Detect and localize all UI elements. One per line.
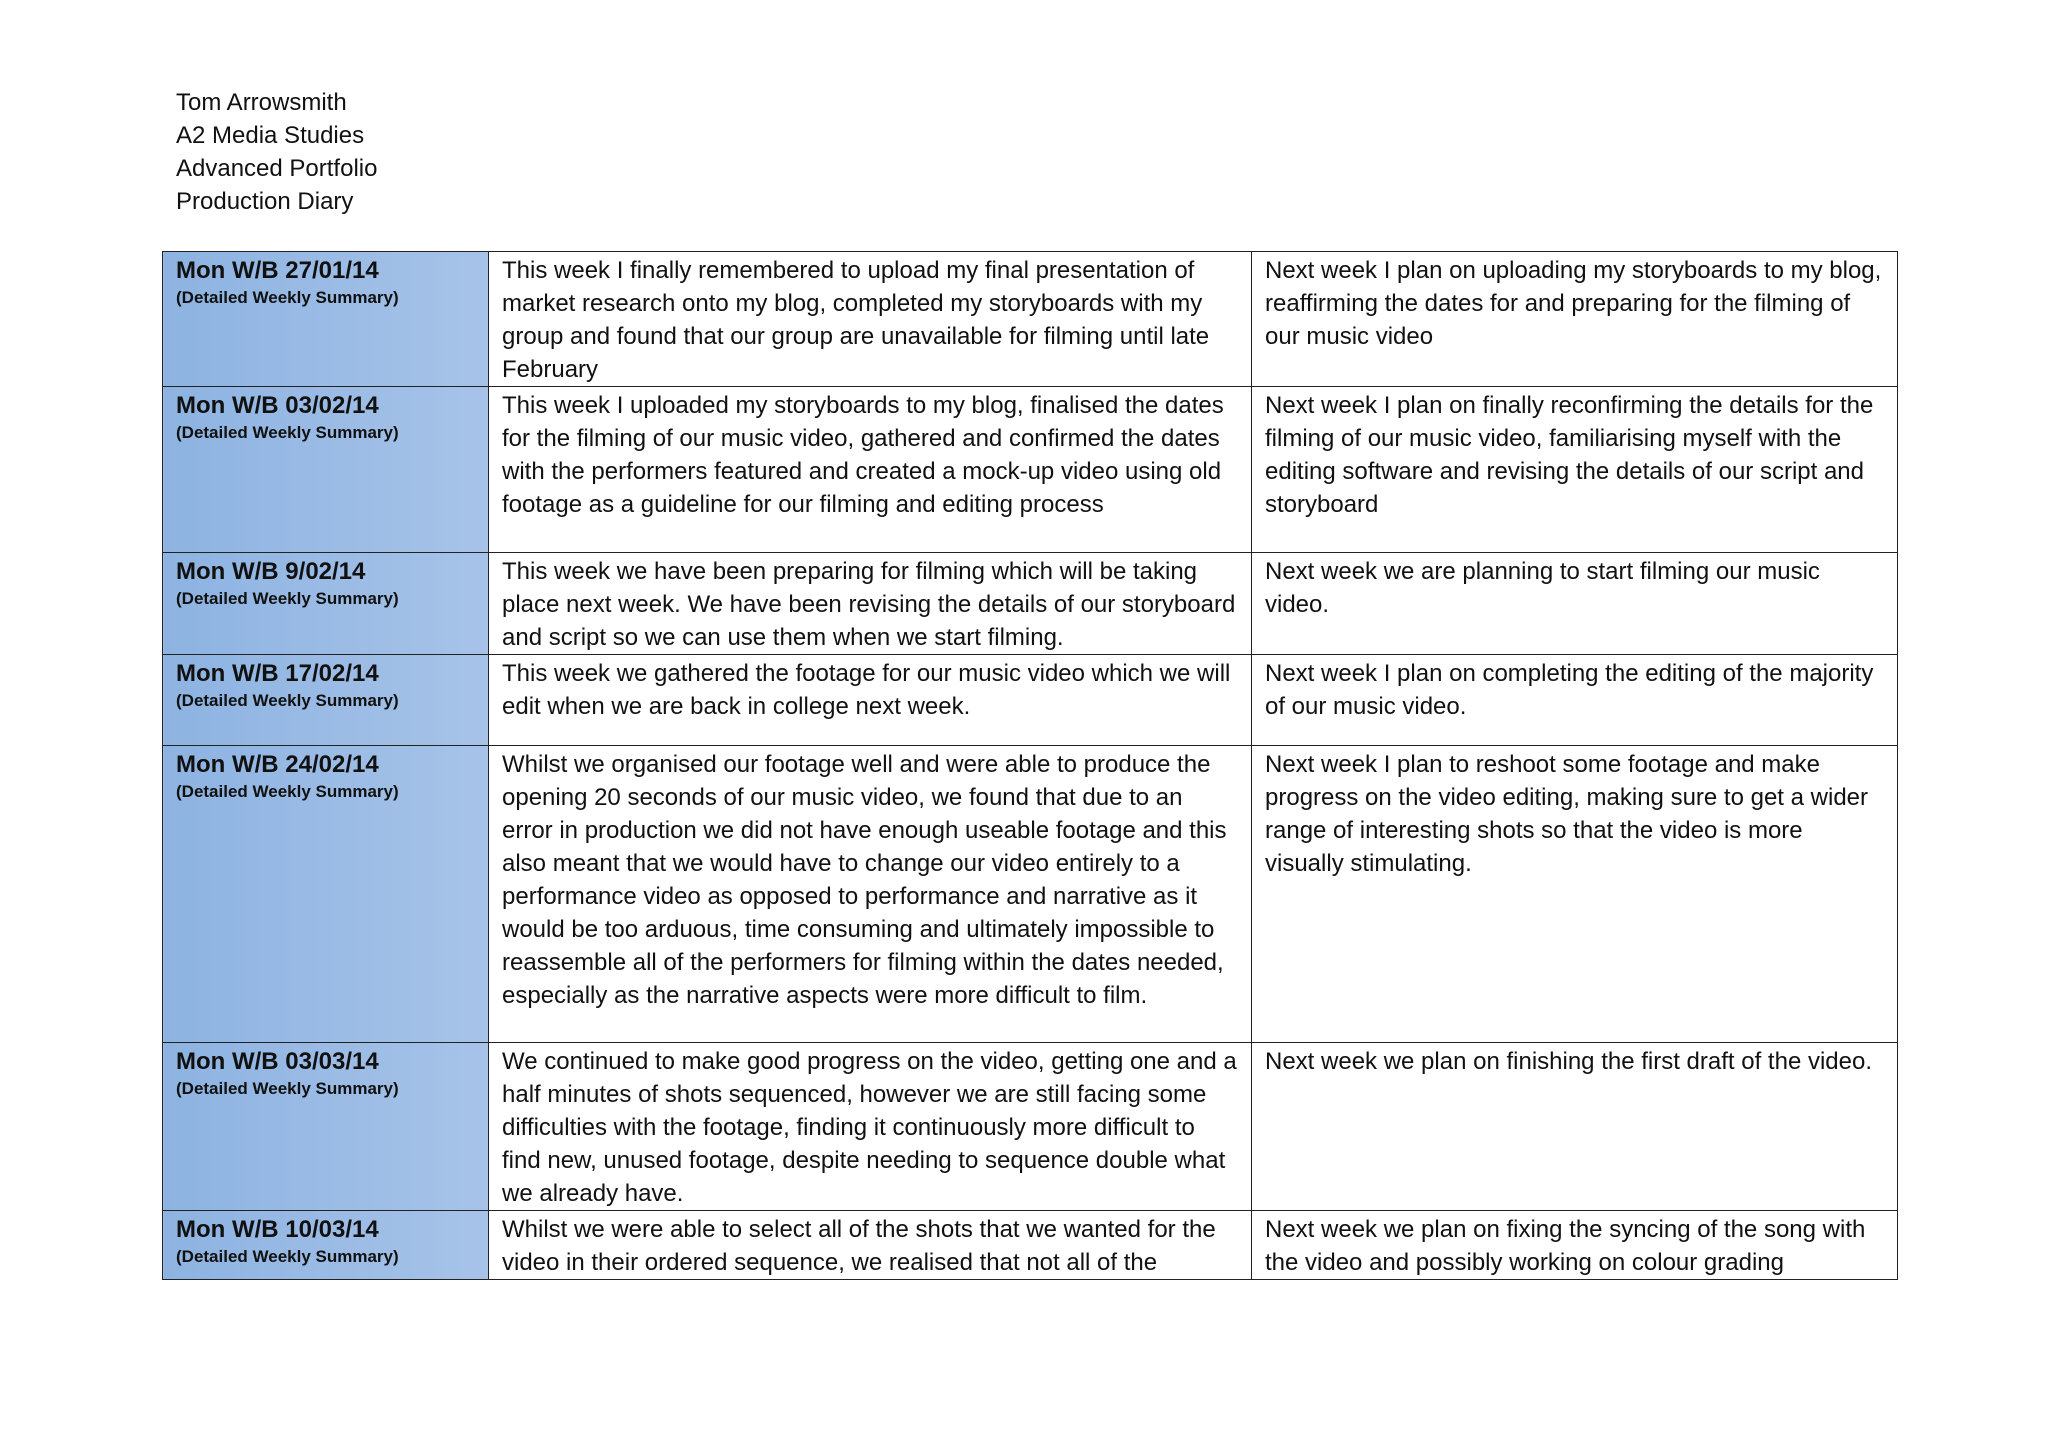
week-date: Mon W/B 03/03/14	[176, 1048, 379, 1075]
next-week-plan: Next week we plan on fixing the syncing of the song with the video and possibly working on colour grading	[1252, 1211, 1898, 1280]
next-week-plan: Next week I plan on finally reconfirming the details for the filming of our music video, familiarising myself with the editing software and revising the details of our script and storyboard	[1252, 387, 1898, 553]
diary-row	[163, 655, 1898, 746]
completed-summary: Whilst we were able to select all of the shots that we wanted for the video in their ordered sequence, we realised that not all of the	[489, 1211, 1252, 1280]
unit-name: Advanced Portfolio	[176, 155, 378, 182]
next-week-plan: Next week we are planning to start filming our music video.	[1252, 553, 1898, 655]
week-subtitle: (Detailed Weekly Summary)	[176, 1247, 399, 1266]
diary-row	[163, 387, 1898, 553]
week-subtitle: (Detailed Weekly Summary)	[176, 691, 399, 710]
next-week-plan: Next week we plan on finishing the first draft of the video.	[1252, 1043, 1898, 1211]
completed-summary: This week we have been preparing for filming which will be taking place next week. We have been revising the details of our storyboard and script so we can use them when we start filming.	[489, 553, 1252, 655]
week-date: Mon W/B 27/01/14	[176, 257, 379, 284]
document-title: Production Diary	[176, 188, 354, 215]
next-week-plan: Next week I plan to reshoot some footage and make progress on the video editing, making sure to get a wider range of interesting shots so that the video is more visually stimulating.	[1252, 746, 1898, 1043]
next-week-plan: Next week I plan on uploading my storyboards to my blog, reaffirming the dates for and preparing for the filming of our music video	[1252, 252, 1898, 387]
week-cell	[163, 553, 489, 655]
completed-summary: This week I finally remembered to upload my final presentation of market research onto my blog, completed my storyboards with my group and found that our group are unavailable for filming until late February	[489, 252, 1252, 387]
week-subtitle: (Detailed Weekly Summary)	[176, 423, 399, 442]
completed-summary: Whilst we organised our footage well and were able to produce the opening 20 seconds of our music video, we found that due to an error in production we did not have enough useable footage and this also meant that we would have to change our video entirely to a performance video as opposed to performance and narrative as it would be too arduous, time consuming and ultimately impossible to reassemble all of the performers for filming within the dates needed, especially as the narrative aspects were more difficult to film.	[489, 746, 1252, 1043]
week-cell	[163, 252, 489, 387]
completed-summary: This week I uploaded my storyboards to my blog, finalised the dates for the filming of our music video, gathered and confirmed the dates with the performers featured and created a mock-up video using old footage as a guideline for our filming and editing process	[489, 387, 1252, 553]
week-cell	[163, 746, 489, 1043]
week-date: Mon W/B 24/02/14	[176, 751, 379, 778]
course-name: A2 Media Studies	[176, 122, 365, 149]
week-cell	[163, 387, 489, 553]
week-subtitle: (Detailed Weekly Summary)	[176, 589, 399, 608]
author-name: Tom Arrowsmith	[176, 89, 347, 116]
week-subtitle: (Detailed Weekly Summary)	[176, 288, 399, 307]
week-subtitle: (Detailed Weekly Summary)	[176, 782, 399, 801]
diary-row	[163, 252, 1898, 387]
document-header	[176, 86, 377, 218]
week-subtitle: (Detailed Weekly Summary)	[176, 1079, 399, 1098]
diary-row	[163, 1043, 1898, 1211]
diary-row	[163, 1211, 1898, 1280]
week-date: Mon W/B 9/02/14	[176, 558, 366, 585]
completed-summary: This week we gathered the footage for our music video which we will edit when we are back in college next week.	[489, 655, 1252, 746]
week-cell	[163, 655, 489, 746]
completed-summary: We continued to make good progress on the video, getting one and a half minutes of shots sequenced, however we are still facing some difficulties with the footage, finding it continuously more difficult to find new, unused footage, despite needing to sequence double what we already have.	[489, 1043, 1252, 1211]
diary-row	[163, 746, 1898, 1043]
week-date: Mon W/B 10/03/14	[176, 1216, 379, 1243]
production-diary-table	[162, 251, 1898, 1280]
week-date: Mon W/B 17/02/14	[176, 660, 379, 687]
next-week-plan: Next week I plan on completing the editing of the majority of our music video.	[1252, 655, 1898, 746]
week-cell	[163, 1043, 489, 1211]
diary-row	[163, 553, 1898, 655]
week-date: Mon W/B 03/02/14	[176, 392, 379, 419]
week-cell	[163, 1211, 489, 1280]
